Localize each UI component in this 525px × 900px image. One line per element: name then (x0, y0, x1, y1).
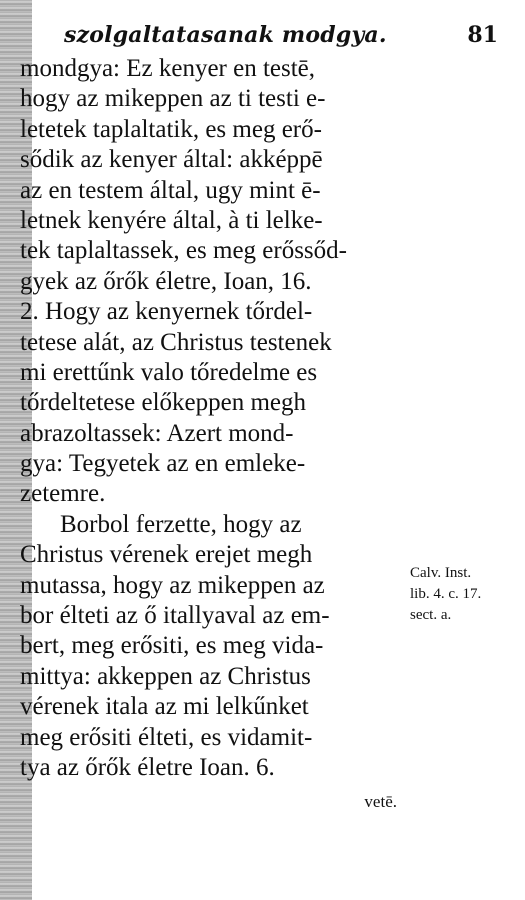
text-line: Christus vérenek erejet megh (20, 541, 313, 569)
text-line: abrazoltassek: Azert mond- (20, 419, 294, 447)
text-line: Borbol ferzette, hogy az (60, 510, 302, 538)
body-text (20, 54, 405, 818)
running-head: szolgaltatasanak modgya. (64, 22, 387, 48)
margin-note-line: lib. 4. c. 17. (410, 586, 482, 602)
text-line: zetemre. (20, 480, 106, 508)
margin-note-line: Calv. Inst. (410, 565, 472, 581)
text-line: tya az őrők életre Ioan. 6. (20, 753, 275, 781)
text-line: vérenek itala az mi lelkűnket (20, 693, 309, 721)
text-line: sődik az kenyer által: akképpē (20, 146, 323, 174)
text-line: hogy az mikeppen az ti testi e- (20, 85, 326, 113)
text-line: letnek kenyére által, à ti lelke- (20, 206, 323, 234)
text-line: mittya: akkeppen az Christus (20, 662, 311, 690)
text-line: mutassa, hogy az mikeppen az (20, 571, 325, 599)
text-line: bert, meg erősiti, es meg vida- (20, 632, 324, 660)
catchword: vetē. (364, 792, 397, 812)
text-line: mi erettűnk valo tőredelme es (20, 358, 318, 386)
text-line: az en testem által, ugy mint ē- (20, 176, 321, 204)
text-line: gyek az őrők életre, Ioan, 16. (20, 267, 312, 295)
text-line: meg erősiti élteti, es vidamit- (20, 723, 313, 751)
page-number: 81 (467, 22, 498, 48)
text-line: tőrdeltetese előkeppen megh (20, 389, 306, 417)
page-header (64, 18, 504, 52)
text-line: tetese alát, az Christus testenek (20, 328, 332, 356)
text-line: letetek taplaltatik, es meg erő- (20, 115, 322, 143)
text-line: 2. Hogy az kenyernek tőrdel- (20, 298, 313, 326)
text-line: tek taplaltassek, es meg erőssőd- (20, 237, 347, 265)
margin-note (410, 563, 518, 626)
text-line: mondgya: Ez kenyer en testē, (20, 55, 316, 82)
margin-note-line: sect. a. (410, 607, 452, 623)
text-line: gya: Tegyetek az en emleke- (20, 450, 306, 478)
text-line: bor élteti az ő itallyaval az em- (20, 602, 330, 630)
